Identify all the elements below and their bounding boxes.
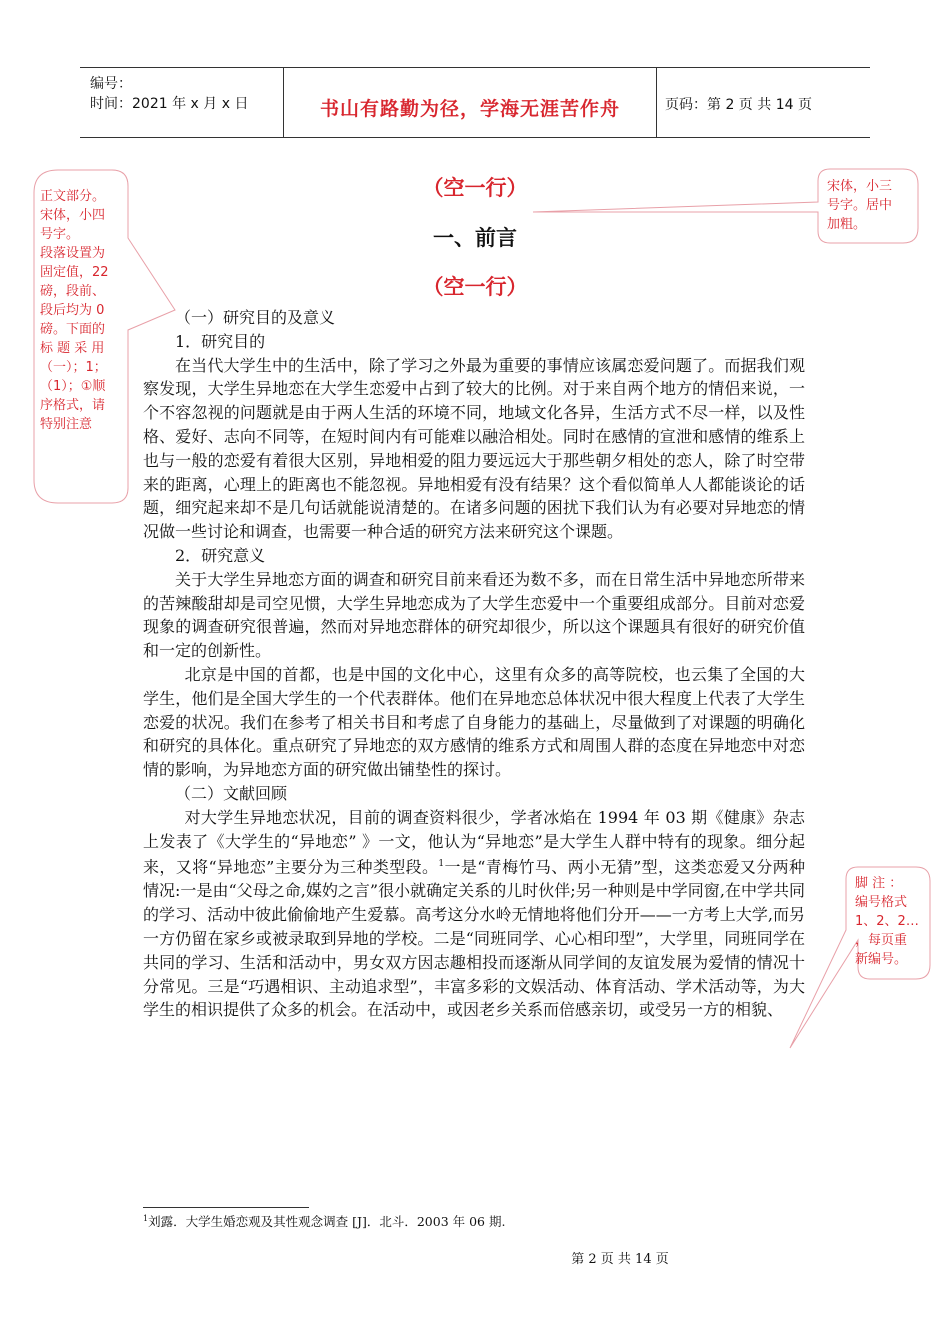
right-bottom-annotation-note: 脚 注 ： 编号格式 1、2、2… ，每页重 新编号。 (855, 876, 919, 967)
subsection-title-2: （二）文献回顾 (175, 783, 288, 803)
header-right-cell (655, 68, 870, 137)
body-text (143, 306, 805, 1022)
header-motto: 书山有路勤为径，学海无涯苦作舟 (319, 98, 620, 120)
paragraph-1: 在当代大学生中的生活中，除了学习之外最为重要的事情应该属恋爱问题了。而据我们观察发现，大学生异地恋在大学生恋爱中占到了较大的比例。对于来自两个地方的情侣来说，一个不容忽视的问题就是由于两人生活的环境不同，地域文化各异，生活方式不尽一样，以及性格、爱好、志向不同等，在短时间内有可能难以融洽相处。同时在感情的宣泄和感情的维系上也与一般的恋爱有着很大区别，异地相爱的阻力要远远大于那些朝夕相处的恋人，除了时空带来的距离，心理上的距离也不能忽视。异地相爱有没有结果？这个看似简单人人都能谈论的话题，细究起来却不是几句话就能说清楚的。在诸多问题的困扰下我们认为有必要对异地恋的情况做一些讨论和调查，也需要一种合适的研究方法来研究这个课题。 (143, 355, 805, 542)
header-left-cell (80, 68, 283, 137)
footnote-text: 刘露．大学生婚恋观及其性观念调查 [J]．北斗．2003 年 06 期. (148, 1214, 506, 1229)
page-header (80, 67, 870, 138)
doc-number-label: 编号： (90, 76, 132, 92)
blank-line-marker-1: （空一行） (422, 176, 528, 200)
footnote (143, 1212, 505, 1230)
header-page-info: 页码：第 2 页 共 14 页 (665, 97, 812, 113)
left-annotation-note: 正文部分。 宋体，小四 号字。 段落设置为 固定值，22 磅，段前、 段后均为 0 磅。下面的 标 题 采 用 （一）；1； （1）；①顺 序格式，请 特别注意 (40, 189, 109, 432)
item-title-1: 1．研究目的 (175, 331, 266, 351)
right-top-annotation-note: 宋体，小三 号字。居中 加粗。 (827, 179, 893, 232)
paragraph-3: 北京是中国的首都，也是中国的文化中心，这里有众多的高等院校，也云集了全国的大学生，他们是全国大学生的一个代表群体。他们在异地恋总体状况中很大程度上代表了大学生恋爱的状况。我们在参考了相关书目和考虑了自身能力的基础上，尽量做到了对课题的明确化和研究的具体化。重点研究了异地恋的双方感情的维系方式和周围人群的态度在异地恋中对恋情的影响，为异地恋方面的研究做出铺垫性的探讨。 (143, 664, 805, 780)
section-title: 一、前言 (433, 226, 517, 250)
paragraph-4-part-b: 一是“青梅竹马、两小无猜”型，这类恋爱又分两种情况:一是由“父母之命,媒妁之言”很小就确定关系的儿时伙伴;另一种则是中学同窗,在中学共同的学习、活动中彼此偷偷地产生爱慕。高考这分水岭无情地将他们分开——一方考上大学,而另一方仍留在家乡或被录取到异地的学校。二是“同班同学、心心相印型”，大学里，同班同学在共同的学习、生活和活动中，男女双方因志趣相投而逐渐从同学间的友谊发展为爱情的情况十分常见。三是“巧遇相识、主动追求型”，丰富多彩的文娱活动、体育活动、学术活动等，为大学生的相识提供了众多的机会。在活动中，或因老乡关系而倍感亲切，或受另一方的相貌、 (143, 857, 805, 1020)
header-mid-cell (283, 68, 657, 137)
item-title-2: 2．研究意义 (175, 545, 266, 565)
footnote-reference[interactable]: 1 (438, 859, 445, 870)
paragraph-2: 关于大学生异地恋方面的调查和研究目前来看还为数不多，而在日常生活中异地恋所带来的苦辣酸甜却是司空见惯，大学生异地恋成为了大学生恋爱中一个重要组成部分。目前对恋爱现象的调查研究很普遍，然而对异地恋群体的研究却很少，所以这个课题具有很好的研究价值和一定的创新性。 (143, 569, 805, 661)
blank-line-marker-2: （空一行） (422, 275, 528, 299)
subsection-title-1: （一）研究目的及意义 (175, 308, 336, 327)
doc-date-label: 时间：2021 年 x 月 x 日 (90, 96, 249, 112)
paragraph-4 (143, 806, 805, 1023)
page-footer: 第 2 页 共 14 页 (571, 1252, 669, 1267)
footnote-mark: 1 (143, 1213, 149, 1223)
footnote-separator (143, 1207, 309, 1208)
paragraph-4-part-a: 对大学生异地恋状况，目前的调查资料很少，学者冰焰在 1994 年 03 期《健康》杂志上发表了《大学生的“异地恋” 》一文，他认为“异地恋”是大学生人群中特有的现象。细分起来，又将“异地恋”主要分为三种类型段。 (143, 807, 805, 877)
